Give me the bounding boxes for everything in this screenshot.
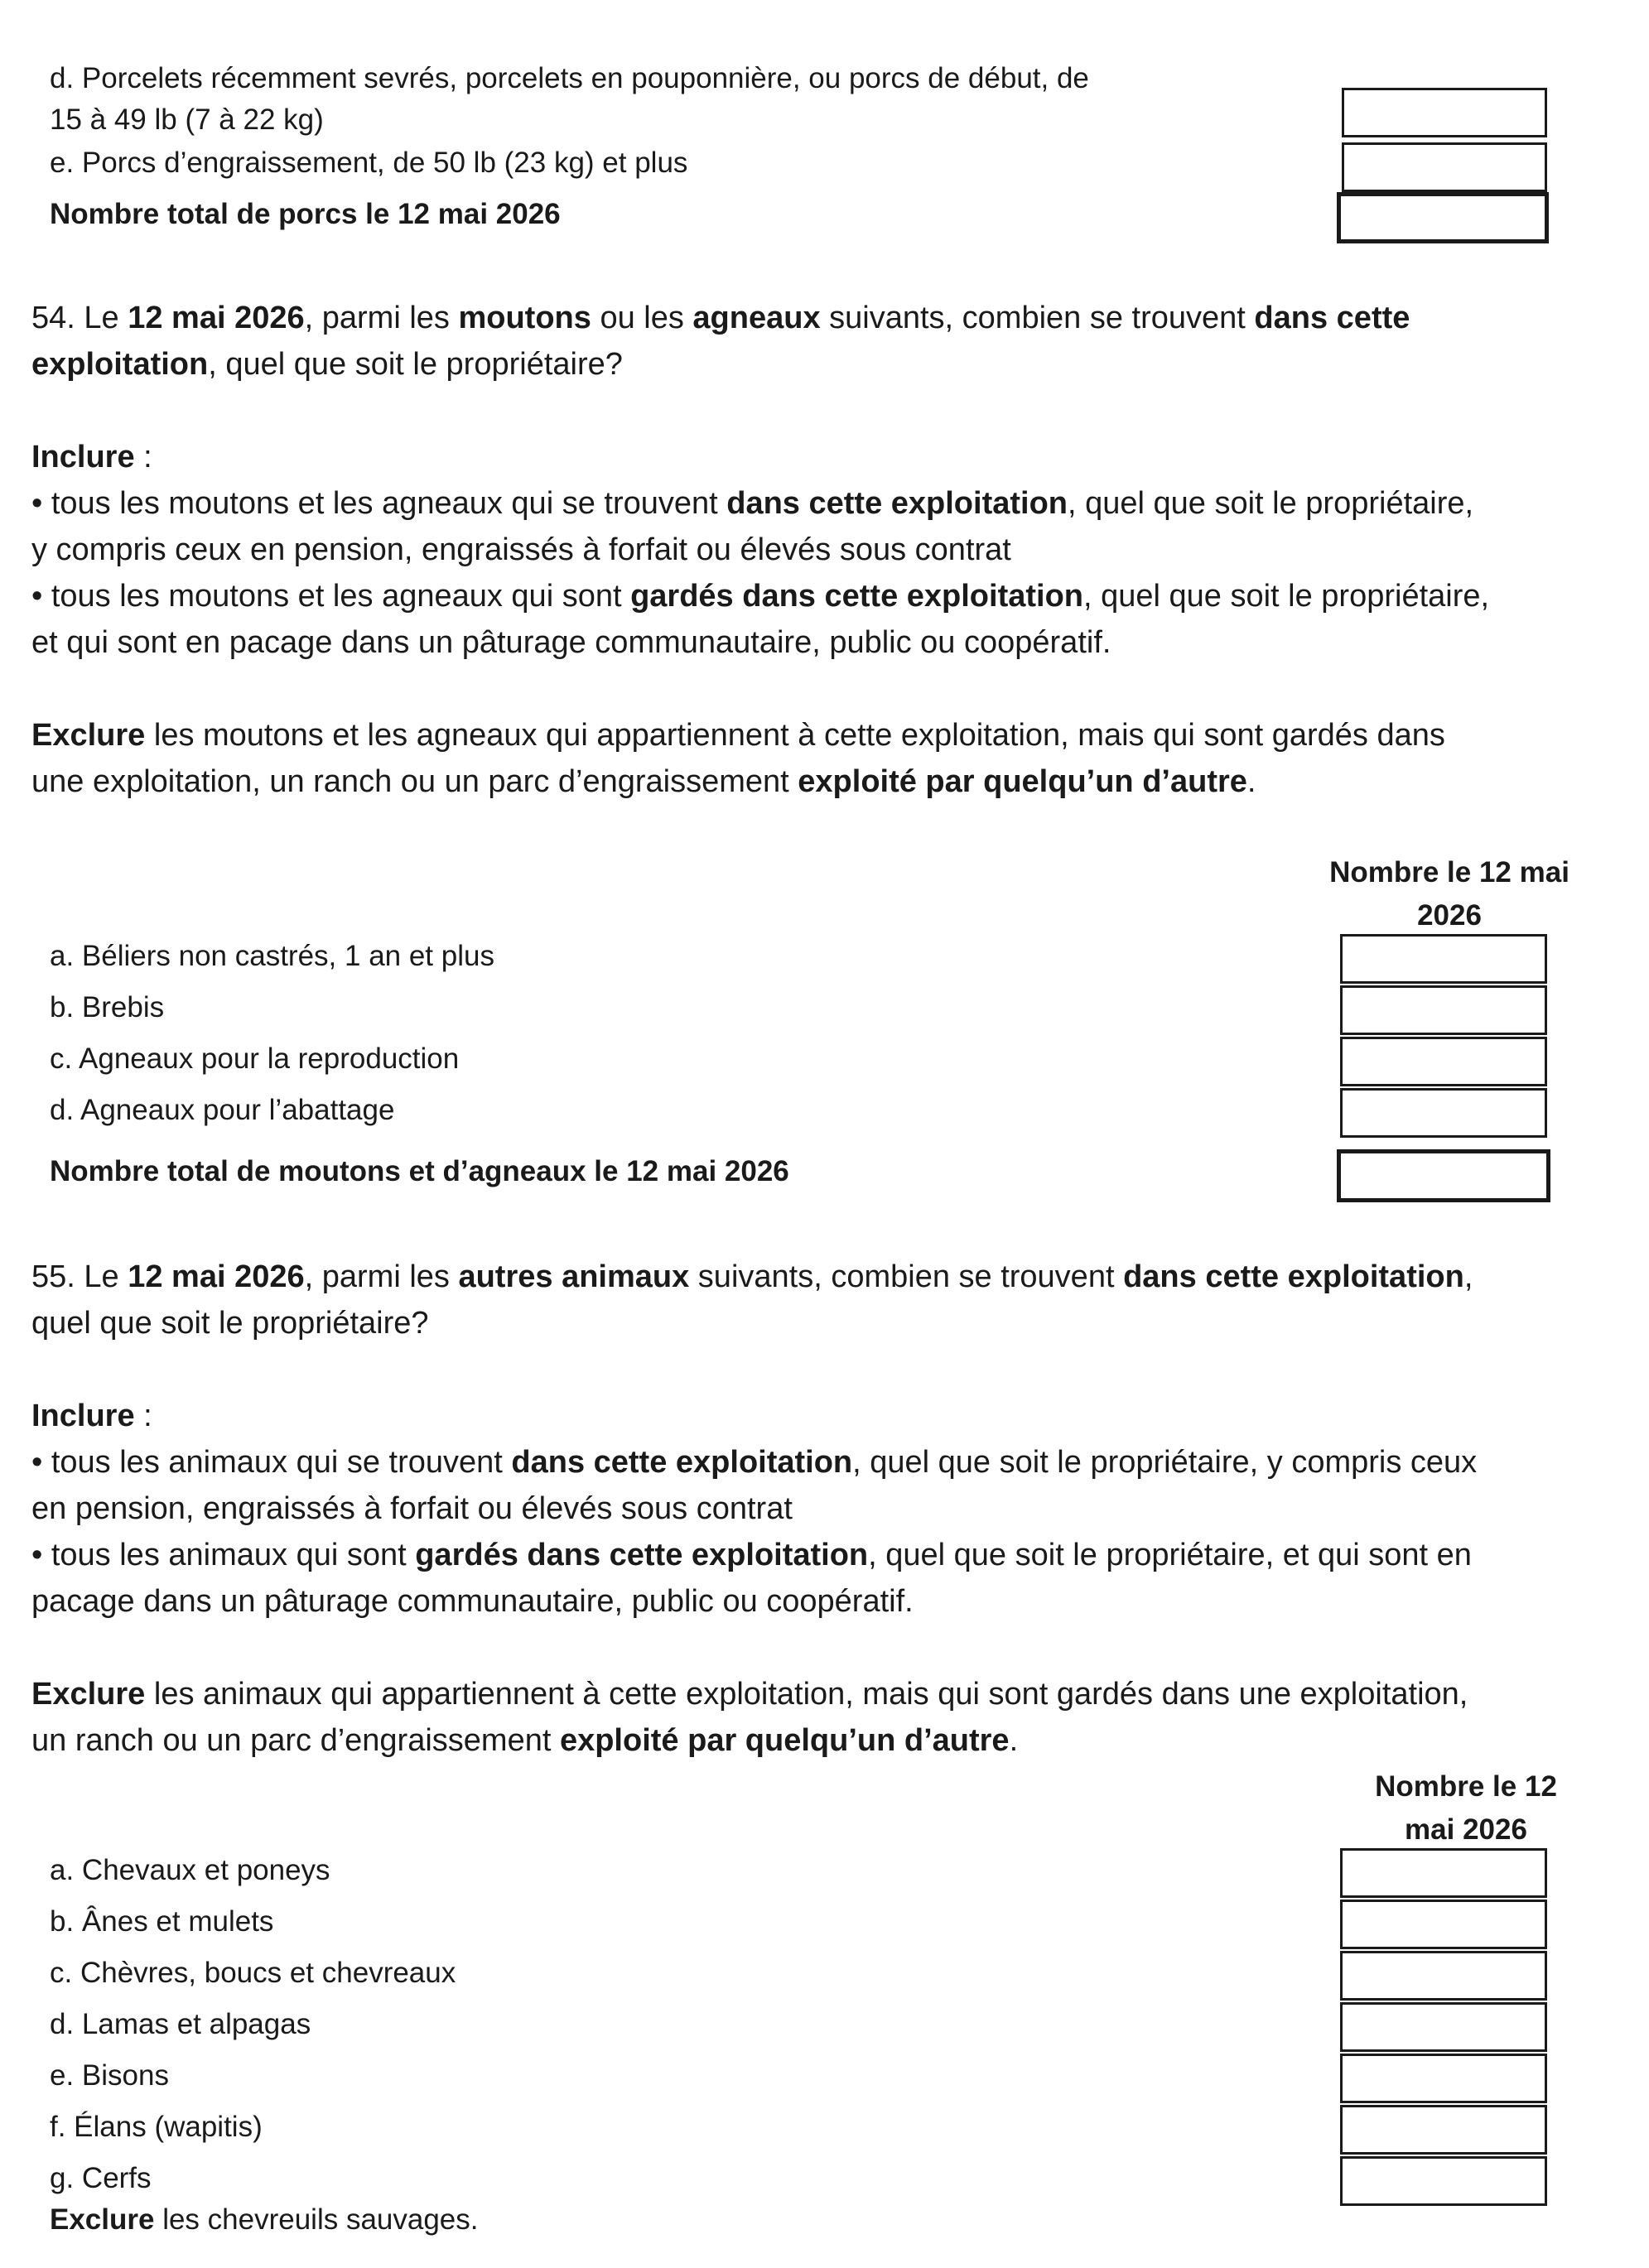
q55-item-f: f. Élans (wapitis): [50, 2111, 263, 2143]
q54-include-heading: Inclure :: [31, 440, 152, 474]
q54-column-header: Nombre le 12 mai 2026: [1329, 856, 1569, 932]
q55-item-a-input[interactable]: [1340, 1848, 1547, 1898]
q55-exclude-line1: Exclure les animaux qui appartiennent à cette exploitation, mais qui sont gardés dans une exploitation,: [31, 1677, 1468, 1712]
pigs-item-d-input[interactable]: [1342, 88, 1547, 137]
q54-item-a-input[interactable]: [1340, 934, 1547, 984]
q54-question-line1: 54. Le 12 mai 2026, parmi les moutons ou les agneaux suivants, combien se trouvent dans cette: [31, 301, 1410, 335]
q54-item-b-input[interactable]: [1340, 985, 1547, 1035]
q55-item-f-input[interactable]: [1340, 2105, 1547, 2155]
q55-exclude-line2: un ranch ou un parc d’engraissement exploité par quelqu’un d’autre.: [31, 1723, 1019, 1758]
q55-item-e-input[interactable]: [1340, 2054, 1547, 2103]
q55-item-b-input[interactable]: [1340, 1900, 1547, 1949]
q55-column-header: Nombre le 12 mai 2026: [1375, 1770, 1557, 1846]
q55-include-heading: Inclure :: [31, 1399, 152, 1433]
pigs-item-d-line2: 15 à 49 lb (7 à 22 kg): [50, 104, 324, 136]
q54-item-c-input[interactable]: [1340, 1037, 1547, 1086]
pigs-item-e: e. Porcs d’engraissement, de 50 lb (23 kg) et plus: [50, 147, 688, 179]
q54-item-d: d. Agneaux pour l’abattage: [50, 1094, 395, 1126]
q55-item-b: b. Ânes et mulets: [50, 1905, 274, 1938]
q54-question-line2: exploitation, quel que soit le propriétaire?: [31, 347, 623, 382]
q55-item-g: g. Cerfs: [50, 2162, 152, 2194]
q55-item-c-input[interactable]: [1340, 1951, 1547, 2001]
pigs-item-e-input[interactable]: [1342, 142, 1547, 192]
q54-item-a: a. Béliers non castrés, 1 an et plus: [50, 940, 494, 972]
q55-include-bullet-2: • tous les animaux qui sont gardés dans cette exploitation, quel que soit le propriétaire, et qui sont en: [31, 1538, 1472, 1572]
q54-include-bullet-1-line2: y compris ceux en pension, engraissés à forfait ou élevés sous contrat: [31, 532, 1011, 567]
q55-item-g-input[interactable]: [1340, 2156, 1547, 2206]
q54-total-input[interactable]: [1337, 1149, 1550, 1202]
q55-include-bullet-2-line2: pacage dans un pâturage communautaire, public ou coopératif.: [31, 1584, 914, 1619]
pigs-total-input[interactable]: [1337, 192, 1549, 243]
q55-include-bullet-1-line2: en pension, engraissés à forfait ou élevés sous contrat: [31, 1491, 793, 1526]
q55-item-d-input[interactable]: [1340, 2002, 1547, 2052]
q55-item-c: c. Chèvres, boucs et chevreaux: [50, 1957, 456, 1989]
pigs-total-label: Nombre total de porcs le 12 mai 2026: [50, 198, 561, 230]
q55-question-line1: 55. Le 12 mai 2026, parmi les autres animaux suivants, combien se trouvent dans cette exploitation,: [31, 1259, 1473, 1294]
q54-total-label: Nombre total de moutons et d’agneaux le 12 mai 2026: [50, 1155, 789, 1187]
q55-item-d: d. Lamas et alpagas: [50, 2008, 311, 2040]
q54-include-bullet-2-line2: et qui sont en pacage dans un pâturage communautaire, public ou coopératif.: [31, 625, 1111, 660]
q54-exclude-line1: Exclure les moutons et les agneaux qui appartiennent à cette exploitation, mais qui sont gardés dans: [31, 718, 1445, 753]
pigs-item-d-line1: d. Porcelets récemment sevrés, porcelets en pouponnière, ou porcs de début, de: [50, 62, 1089, 94]
q54-item-c: c. Agneaux pour la reproduction: [50, 1043, 460, 1075]
q54-exclude-line2: une exploitation, un ranch ou un parc d’engraissement exploité par quelqu’un d’autre.: [31, 764, 1256, 799]
q55-item-e: e. Bisons: [50, 2059, 169, 2092]
q55-exclude-note: Exclure les chevreuils sauvages.: [50, 2203, 479, 2236]
q54-include-bullet-2: • tous les moutons et les agneaux qui sont gardés dans cette exploitation, quel que soit le propriétaire,: [31, 579, 1490, 614]
q55-include-bullet-1: • tous les animaux qui se trouvent dans cette exploitation, quel que soit le propriétaire, y compris ceux: [31, 1445, 1478, 1480]
q54-item-d-input[interactable]: [1340, 1088, 1547, 1138]
q54-item-b: b. Brebis: [50, 991, 165, 1023]
q55-question-line2: quel que soit le propriétaire?: [31, 1306, 429, 1341]
q54-include-bullet-1: • tous les moutons et les agneaux qui se trouvent dans cette exploitation, quel que soit le propriétaire,: [31, 486, 1474, 521]
q55-item-a: a. Chevaux et poneys: [50, 1854, 330, 1886]
